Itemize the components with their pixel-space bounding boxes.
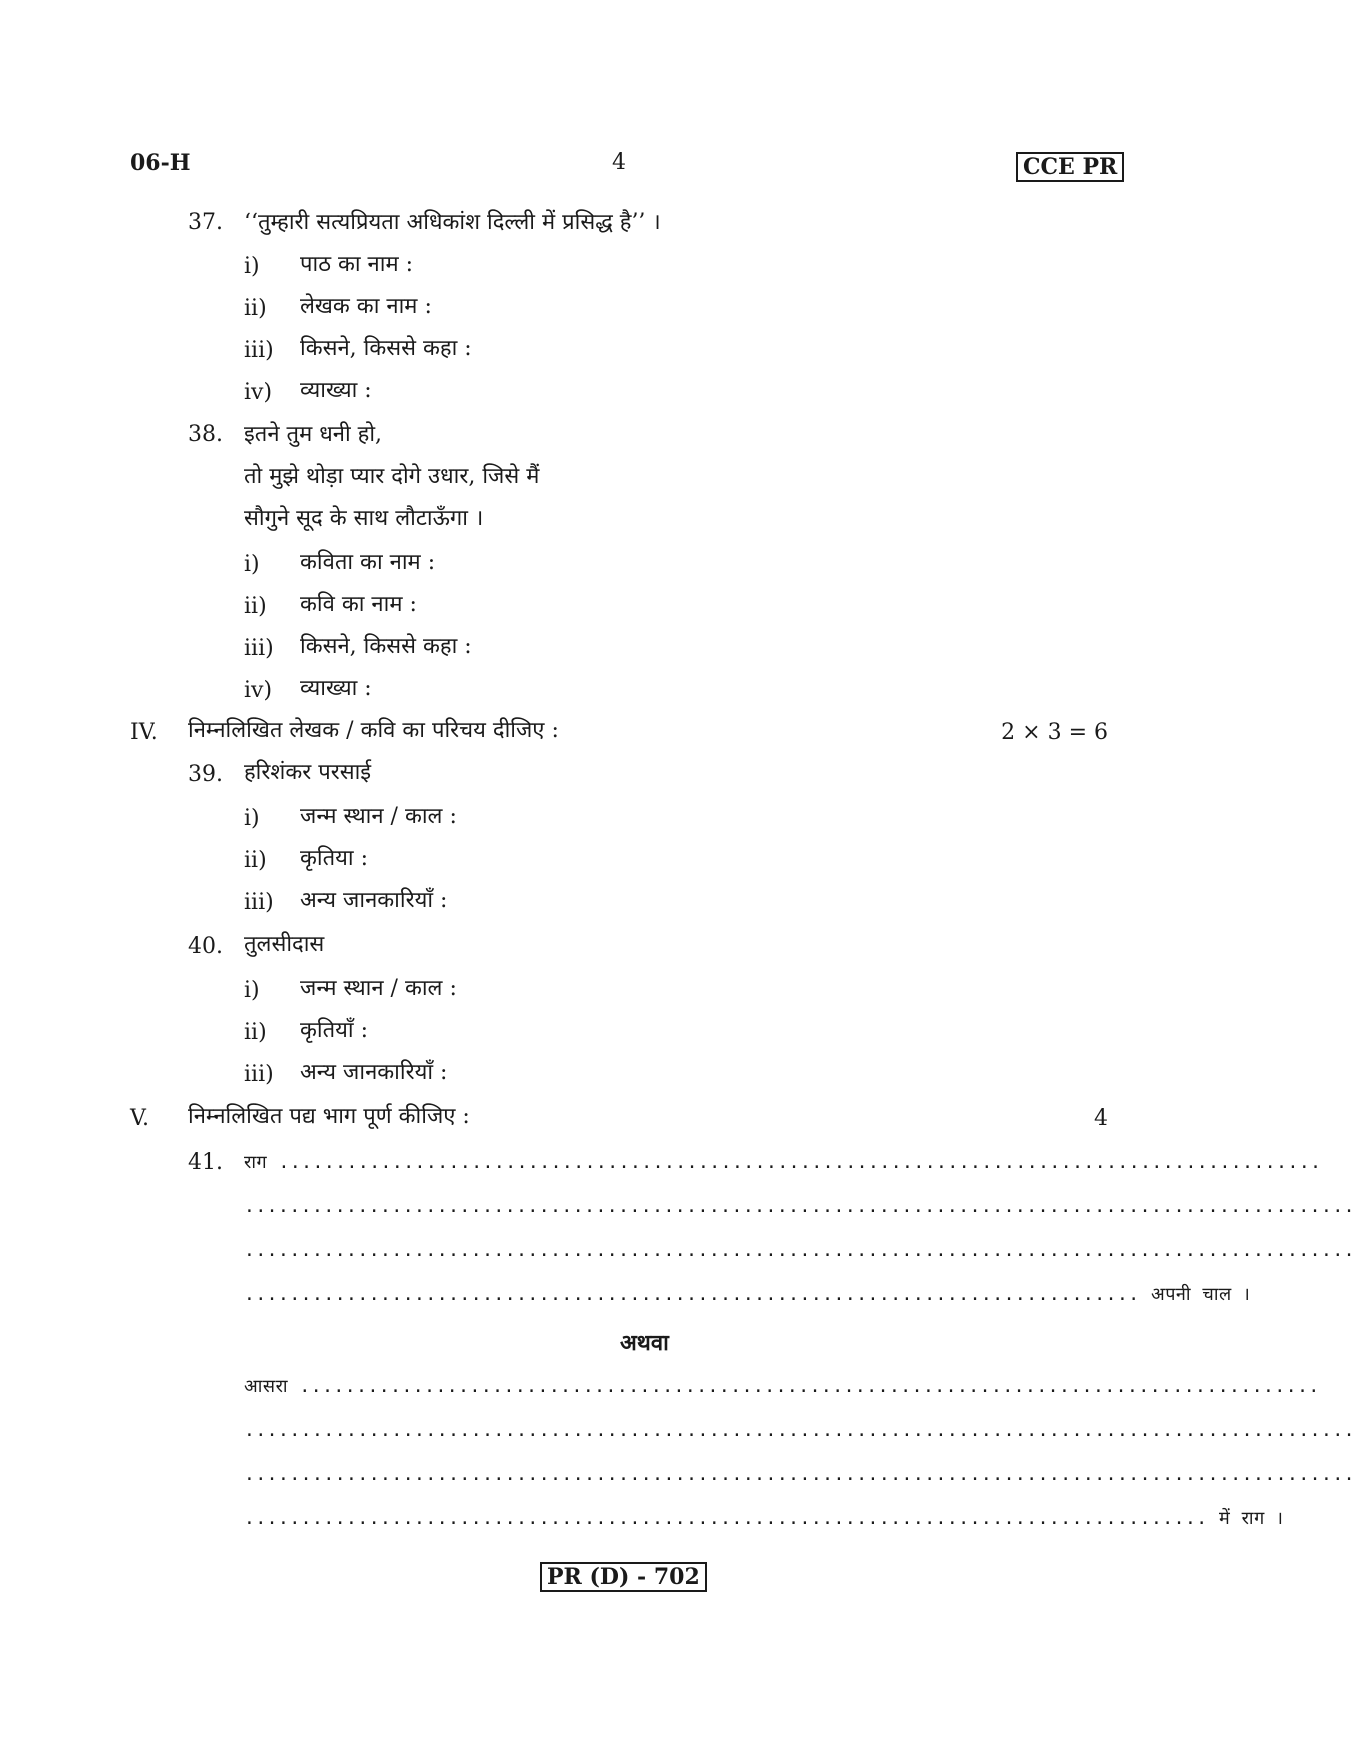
verse-fill-line: .................................................................................................. bbox=[244, 1240, 1355, 1261]
question-38-number: 38. bbox=[188, 422, 223, 447]
question-37-number: 37. bbox=[188, 210, 223, 235]
q39-item-label: iii) bbox=[244, 890, 274, 915]
section-4-marks: 2 × 3 = 6 bbox=[1001, 720, 1108, 745]
q39-item-text: अन्य जानकारियाँ : bbox=[300, 888, 448, 913]
header-box-label: CCE PR bbox=[1016, 152, 1124, 182]
q40-item-text: कृतियाँ : bbox=[300, 1018, 368, 1043]
q39-item-label: ii) bbox=[244, 848, 267, 873]
verse-fill-line: .................................................................................................. bbox=[244, 1464, 1355, 1485]
verse-fill-line: ..................................................................................... में राग । bbox=[244, 1508, 1284, 1529]
section-5-marks: 4 bbox=[1094, 1106, 1108, 1131]
q38-item-label: ii) bbox=[244, 594, 267, 619]
q38-item-label: iv) bbox=[244, 678, 273, 703]
q38-item-label: iii) bbox=[244, 636, 274, 661]
q38-item-text: कविता का नाम : bbox=[300, 550, 436, 575]
q38-item-text: किसने, किससे कहा : bbox=[300, 634, 472, 659]
verse-fill-line: राग ............................................................................................ bbox=[244, 1152, 1322, 1173]
verse-fill-line: ............................................................................... अपनी चाल । bbox=[244, 1284, 1251, 1305]
page-number: 4 bbox=[612, 150, 626, 175]
q40-item-label: iii) bbox=[244, 1062, 274, 1087]
footer-code: PR (D) - 702 bbox=[540, 1562, 707, 1592]
section-4-numeral: IV. bbox=[130, 720, 158, 745]
q38-item-label: i) bbox=[244, 552, 260, 577]
question-37-quote: ‘‘तुम्हारी सत्यप्रियता अधिकांश दिल्ली में प्रसिद्ध है’’ । bbox=[244, 210, 661, 235]
q38-poem-line: तो मुझे थोड़ा प्यार दोगे उधार, जिसे मैं bbox=[244, 464, 540, 489]
q39-item-text: कृतिया : bbox=[300, 846, 368, 871]
q39-item-text: जन्म स्थान / काल : bbox=[300, 804, 457, 829]
section-4-heading: निम्नलिखित लेखक / कवि का परिचय दीजिए : bbox=[188, 718, 559, 743]
paper-code: 06-H bbox=[130, 150, 191, 176]
verse-fill-line: .................................................................................................. bbox=[244, 1420, 1355, 1441]
q38-poem-line: इतने तुम धनी हो, bbox=[244, 422, 383, 447]
q40-item-label: ii) bbox=[244, 1020, 267, 1045]
section-5-numeral: V. bbox=[130, 1106, 150, 1131]
q37-item-label: iv) bbox=[244, 380, 273, 405]
section-5-heading: निम्नलिखित पद्य भाग पूर्ण कीजिए : bbox=[188, 1104, 470, 1129]
question-41-number: 41. bbox=[188, 1150, 223, 1175]
verse-fill-line: आसरा .......................................................................................... bbox=[244, 1376, 1320, 1397]
q37-item-text: व्याख्या : bbox=[300, 378, 372, 403]
q37-item-label: i) bbox=[244, 254, 260, 279]
q38-item-text: कवि का नाम : bbox=[300, 592, 417, 617]
q40-item-text: अन्य जानकारियाँ : bbox=[300, 1060, 448, 1085]
question-39-number: 39. bbox=[188, 762, 223, 787]
question-40-number: 40. bbox=[188, 934, 223, 959]
or-label: अथवा bbox=[620, 1330, 669, 1356]
q38-item-text: व्याख्या : bbox=[300, 676, 372, 701]
q37-item-text: किसने, किससे कहा : bbox=[300, 336, 472, 361]
q37-item-text: पाठ का नाम : bbox=[300, 252, 414, 277]
question-40-title: तुलसीदास bbox=[244, 932, 325, 957]
q37-item-label: iii) bbox=[244, 338, 274, 363]
verse-fill-line: .................................................................................................. bbox=[244, 1196, 1355, 1217]
q40-item-label: i) bbox=[244, 978, 260, 1003]
q37-item-text: लेखक का नाम : bbox=[300, 294, 432, 319]
q40-item-text: जन्म स्थान / काल : bbox=[300, 976, 457, 1001]
question-39-title: हरिशंकर परसाई bbox=[244, 760, 372, 785]
q39-item-label: i) bbox=[244, 806, 260, 831]
q37-item-label: ii) bbox=[244, 296, 267, 321]
q38-poem-line: सौगुने सूद के साथ लौटाऊँगा । bbox=[244, 506, 484, 531]
